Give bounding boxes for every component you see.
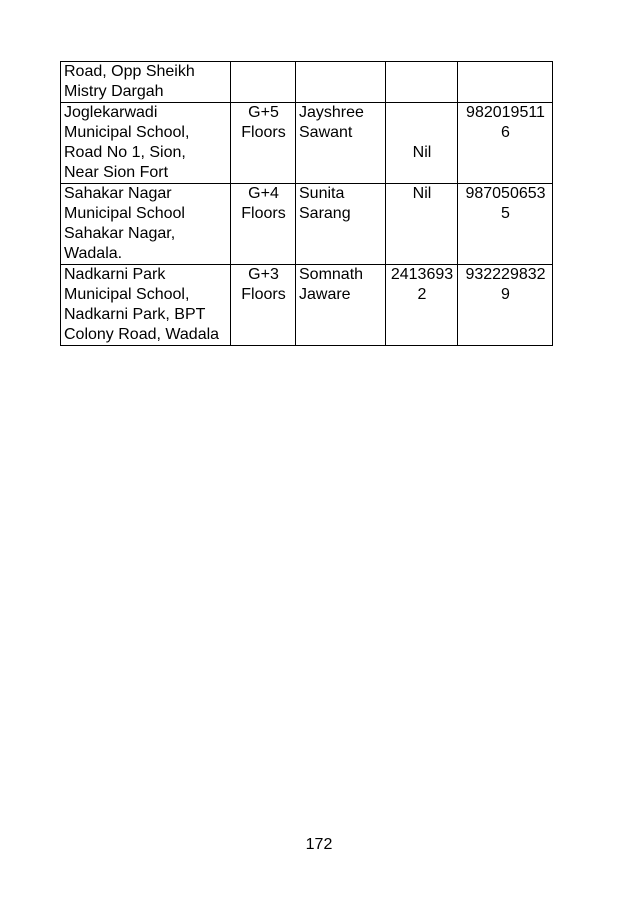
name-cell [296, 62, 386, 103]
name-cell [296, 103, 386, 184]
table-row [61, 62, 553, 103]
phone-cell [386, 103, 458, 184]
mobile-cell [458, 265, 553, 346]
floors-text: G+3 Floors [241, 266, 286, 303]
phone-cell [386, 184, 458, 265]
mobile-cell [458, 62, 553, 103]
address-cell [61, 103, 231, 184]
floors-cell [231, 265, 296, 346]
address-cell [61, 184, 231, 265]
phone-cell [386, 62, 458, 103]
mobile-text: 932229832 9 [465, 266, 546, 303]
table-row [61, 265, 553, 346]
mobile-text: 982019511 6 [466, 104, 545, 141]
address-cell [61, 265, 231, 346]
name-cell [296, 265, 386, 346]
name-text: Jayshree Sawant [299, 104, 364, 141]
address-cell [61, 62, 231, 103]
name-text: Somnath Jaware [299, 266, 364, 303]
floors-text: G+4 Floors [241, 185, 286, 222]
floors-cell [231, 62, 296, 103]
name-text: Sunita Sarang [299, 185, 351, 222]
floors-cell [231, 184, 296, 265]
name-cell [296, 184, 386, 265]
floors-cell [231, 103, 296, 184]
address-text: Road, Opp Sheikh Mistry Dargah [64, 63, 195, 100]
address-text: Sahakar Nagar Municipal School Sahakar Nagar, Wadala. [64, 185, 185, 262]
table-row [61, 184, 553, 265]
mobile-text: 987050653 5 [465, 185, 546, 222]
phone-cell [386, 265, 458, 346]
phone-text: Nil [412, 185, 432, 202]
address-text: Nadkarni Park Municipal School, Nadkarni Park, BPT Colony Road, Wadala [64, 266, 220, 343]
page-number: 172 [305, 836, 333, 853]
table-row [61, 103, 553, 184]
address-text: Joglekarwadi Municipal School, Road No 1, Sion, Near Sion Fort [64, 104, 190, 181]
mobile-cell [458, 184, 553, 265]
mobile-cell [458, 103, 553, 184]
phone-text: 2413693 2 [390, 266, 454, 303]
phone-text: Nil [412, 144, 432, 161]
floors-text: G+5 Floors [241, 104, 286, 141]
contact-table [60, 61, 553, 346]
